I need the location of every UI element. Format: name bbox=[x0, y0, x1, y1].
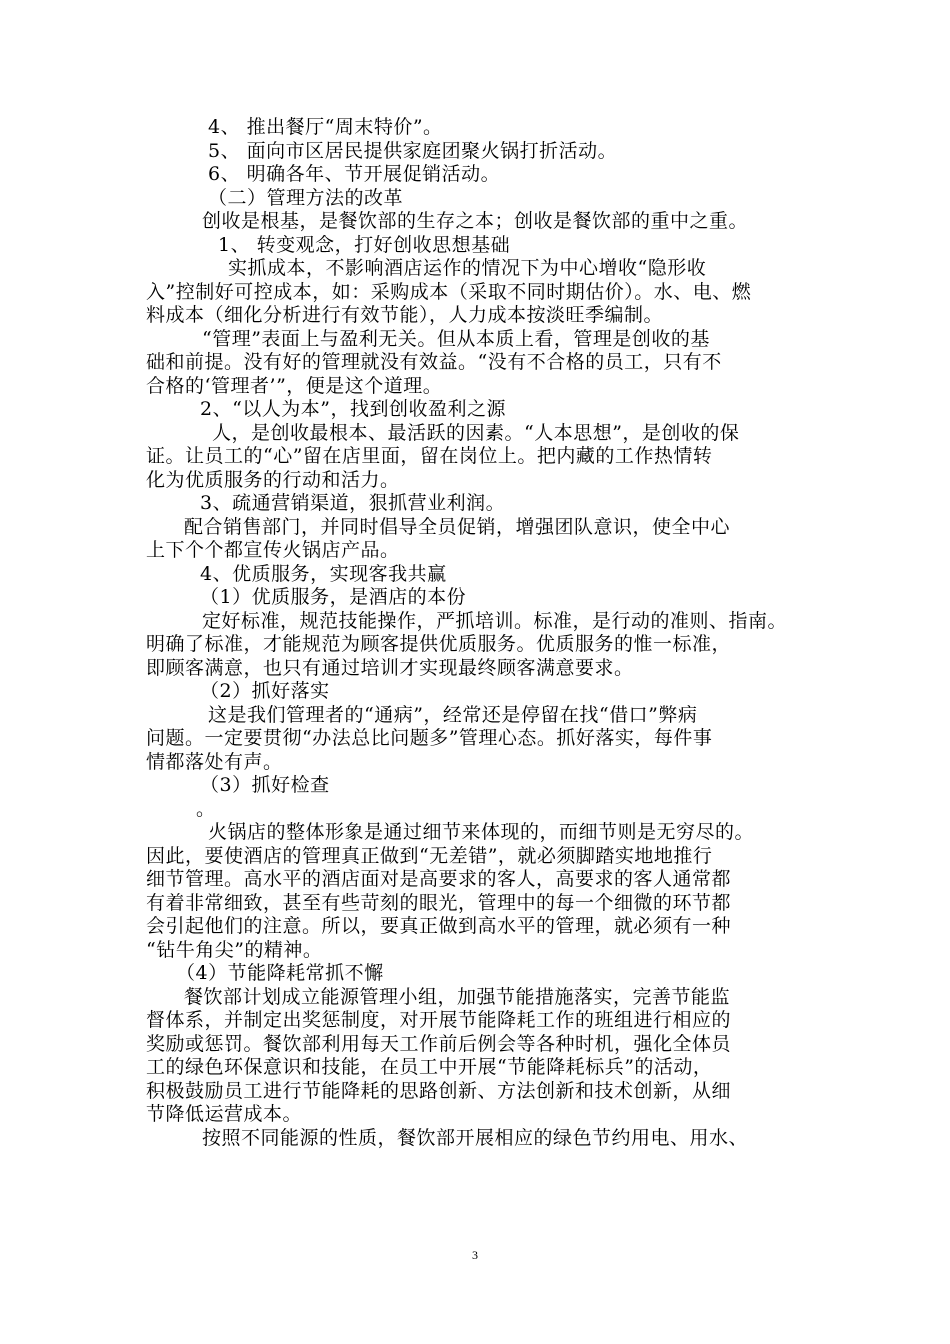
text-line: 3、疏通营销渠道，狠抓营业利润。 bbox=[200, 492, 506, 514]
text-line: （二）管理方法的改革 bbox=[208, 186, 404, 209]
text-line: 定好标准，规范技能操作，严抓培训。标准，是行动的准则、指南。 bbox=[202, 609, 788, 632]
text-line: 问题。一定要贯彻“办法总比问题多”管理心态。抓好落实，每件事 bbox=[146, 727, 713, 749]
text-line: 人，是创收最根本、最活跃的因素。“人本思想”，是创收的保 bbox=[212, 421, 740, 444]
text-line: （1）优质服务，是酒店的本份 bbox=[200, 586, 467, 608]
text-line: “管理”表面上与盈利无关。但从本质上看，管理是创收的基 bbox=[202, 327, 710, 350]
text-line: 即顾客满意，也只有通过培训才实现最终顾客满意要求。 bbox=[146, 656, 634, 679]
text-line: 上下个个都宣传火锅店产品。 bbox=[146, 539, 400, 561]
text-line: 入”控制好可控成本，如：采购成本（采取不同时期估价）。水、电、燃 bbox=[146, 280, 752, 303]
text-line: 明确了标准，才能规范为顾客提供优质服务。优质服务的惟一标准， bbox=[146, 633, 732, 655]
text-line: “钻牛角尖”的精神。 bbox=[146, 938, 323, 961]
document-body bbox=[146, 116, 818, 1150]
text-line: 情都落处有声。 bbox=[146, 750, 283, 773]
text-line: 这是我们管理者的“通病”，经常还是停留在找“借口”弊病 bbox=[208, 703, 698, 726]
text-line: （2）抓好落实 bbox=[200, 680, 330, 702]
text-line: 节降低运营成本。 bbox=[146, 1103, 303, 1125]
text-line: 会引起他们的注意。所以，要真正做到高水平的管理，就必须有一种 bbox=[146, 915, 732, 937]
text-line: 餐饮部计划成立能源管理小组，加强节能措施落实，完善节能监 bbox=[184, 985, 731, 1008]
text-line: 细节管理。高水平的酒店面对是高要求的客人，高要求的客人通常都 bbox=[146, 868, 732, 890]
text-line: 化为优质服务的行动和活力。 bbox=[146, 468, 400, 491]
text-line: 证。让员工的“心”留在店里面，留在岗位上。把内藏的工作热情转 bbox=[146, 445, 713, 467]
text-line: 有着非常细致，甚至有些苛刻的眼光，管理中的每一个细微的环节都 bbox=[146, 891, 732, 914]
text-line: 积极鼓励员工进行节能降耗的思路创新、方法创新和技术创新，从细 bbox=[146, 1079, 732, 1102]
text-line: 1、 转变观念，打好创收思想基础 bbox=[218, 233, 511, 256]
text-line: 创收是根基，是餐饮部的生存之本；创收是餐饮部的重中之重。 bbox=[202, 210, 749, 232]
text-line: 料成本（细化分析进行有效节能），人力成本按淡旺季编制。 bbox=[146, 304, 664, 326]
text-line: 。 bbox=[196, 797, 216, 820]
text-line: 火锅店的整体形象是通过细节来体现的，而细节则是无穷尽的。 bbox=[208, 821, 755, 843]
text-line: 6、 明确各年、节开展促销活动。 bbox=[208, 163, 501, 185]
text-line: 4、 推出餐厅“周末特价”。 bbox=[208, 116, 443, 138]
text-line: 4、优质服务，实现客我共赢 bbox=[200, 562, 447, 585]
text-line: 础和前提。没有好的管理就没有效益。“没有不合格的员工，只有不 bbox=[146, 351, 722, 373]
text-line: 配合销售部门，并同时倡导全员促销，增强团队意识，使全中心 bbox=[184, 515, 731, 538]
text-line: 按照不同能源的性质，餐饮部开展相应的绿色节约用电、用水、 bbox=[202, 1126, 749, 1149]
text-line: 2、“以人为本”，找到创收盈利之源 bbox=[200, 398, 507, 420]
page-number: 3 bbox=[472, 1248, 478, 1262]
text-line: 奖励或惩罚。餐饮部利用每天工作前后例会等各种时机，强化全体员 bbox=[146, 1032, 732, 1055]
text-line: 督体系，并制定出奖惩制度，对开展节能降耗工作的班组进行相应的 bbox=[146, 1009, 732, 1031]
text-line: 因此，要使酒店的管理真正做到“无差错”，就必须脚踏实地地推行 bbox=[146, 844, 713, 867]
text-line: 合格的‘管理者’”，便是这个道理。 bbox=[146, 374, 443, 397]
text-line: （4）节能降耗常抓不懈 bbox=[176, 962, 384, 984]
text-line: 5、 面向市区居民提供家庭团聚火锅打折活动。 bbox=[208, 139, 618, 162]
text-line: 工的绿色环保意识和技能，在员工中开展“节能降耗标兵”的活动， bbox=[146, 1056, 713, 1078]
text-line: （3）抓好检查 bbox=[200, 774, 330, 796]
text-line: 实抓成本，不影响酒店运作的情况下为中心增收“隐形收 bbox=[228, 257, 707, 279]
